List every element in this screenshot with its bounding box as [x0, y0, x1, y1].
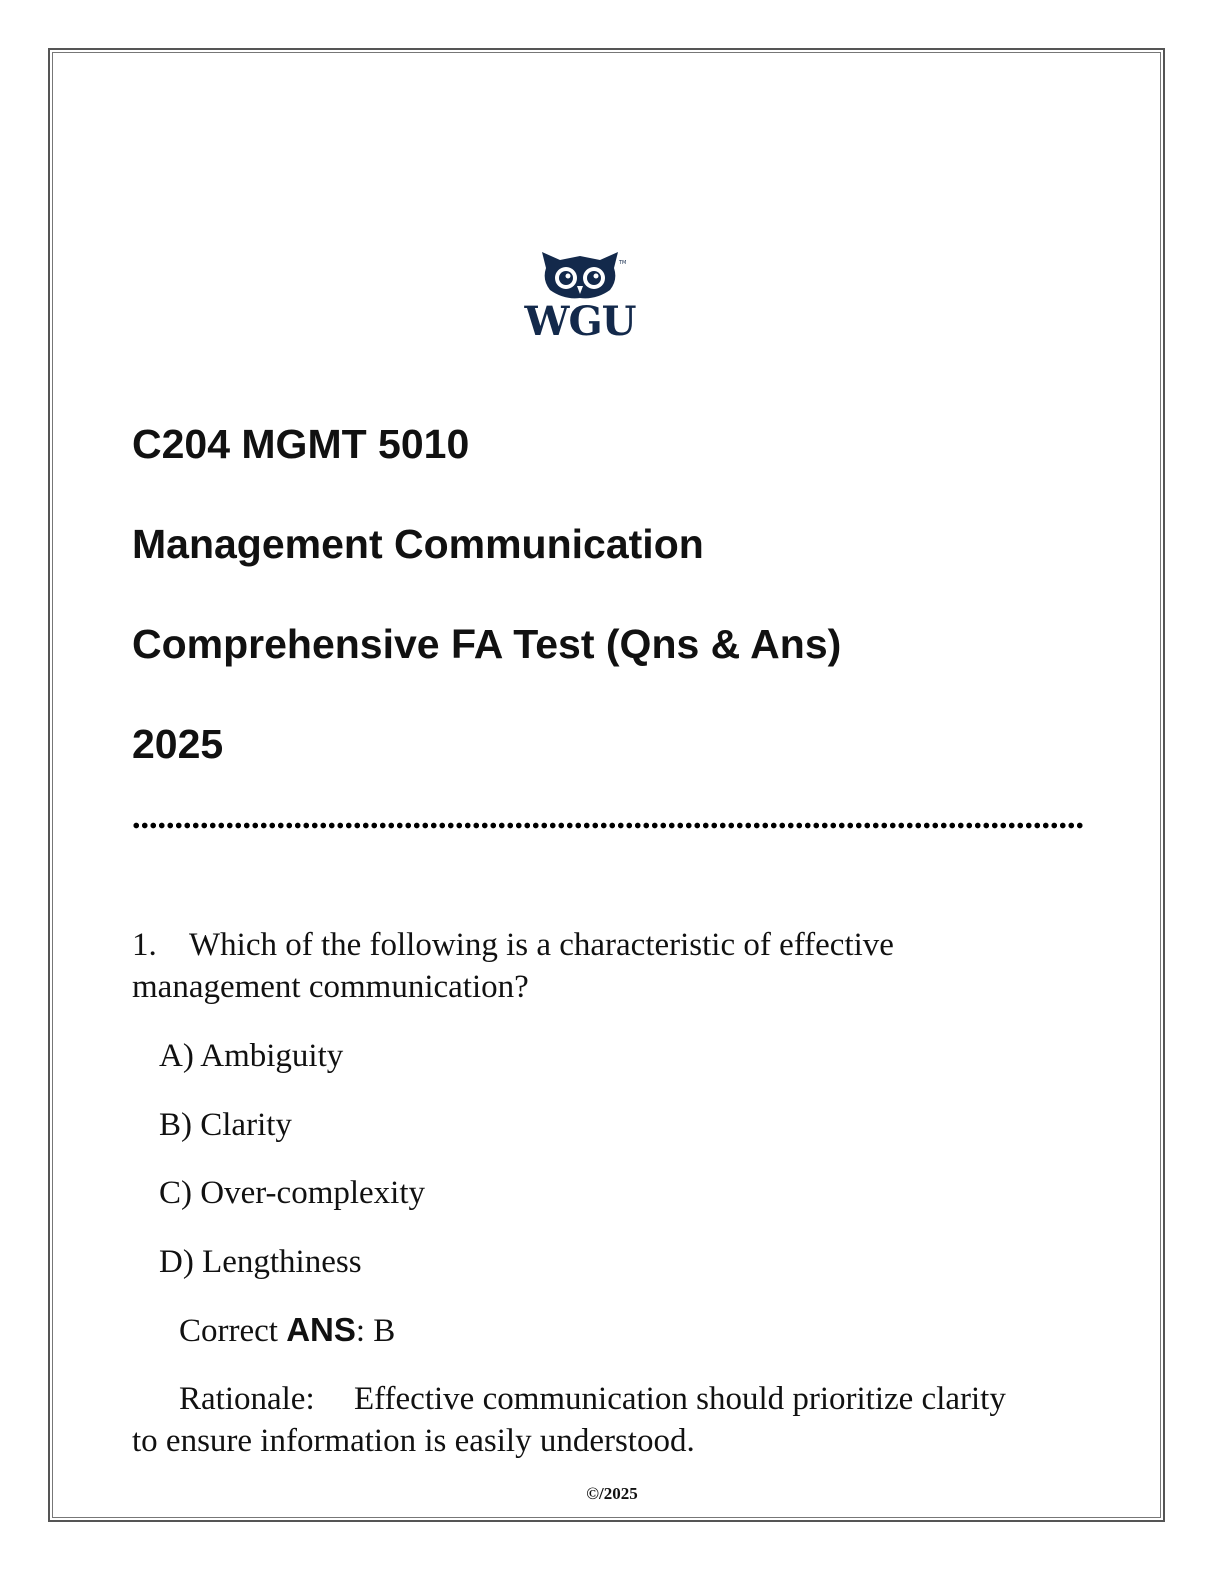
logo-text: WGU — [524, 298, 636, 345]
correct-answer — [179, 1309, 395, 1352]
option-a: A) Ambiguity — [159, 1038, 344, 1074]
course-name: Management Communication — [132, 521, 704, 567]
owl-icon — [522, 250, 638, 300]
answer-keyword: ANS — [286, 1311, 356, 1348]
option-b: B) Clarity — [159, 1107, 292, 1143]
option-c: C) Over-complexity — [159, 1175, 426, 1211]
answer-prefix: Correct — [179, 1313, 287, 1349]
dotted-divider — [132, 821, 1084, 830]
year: 2025 — [132, 721, 224, 767]
rationale-line2: to ensure information is easily understood. — [132, 1423, 695, 1459]
wgu-logo — [522, 250, 638, 346]
question-text-line1: Which of the following is a characteristic of effective — [189, 927, 894, 963]
option-d: D) Lengthiness — [159, 1244, 362, 1280]
test-name: Comprehensive FA Test (Qns & Ans) — [132, 621, 842, 667]
rationale-label: Rationale: — [179, 1381, 315, 1417]
rationale-line1: Effective communication should prioritize clarity — [354, 1381, 1006, 1417]
question-number: 1. — [132, 927, 157, 963]
course-code: C204 MGMT 5010 — [132, 421, 470, 467]
footer-copyright: ©/2025 — [586, 1484, 638, 1503]
svg-text:TM: TM — [619, 260, 627, 266]
question-text-line2: management communication? — [132, 969, 529, 1005]
answer-value: : B — [355, 1313, 396, 1349]
